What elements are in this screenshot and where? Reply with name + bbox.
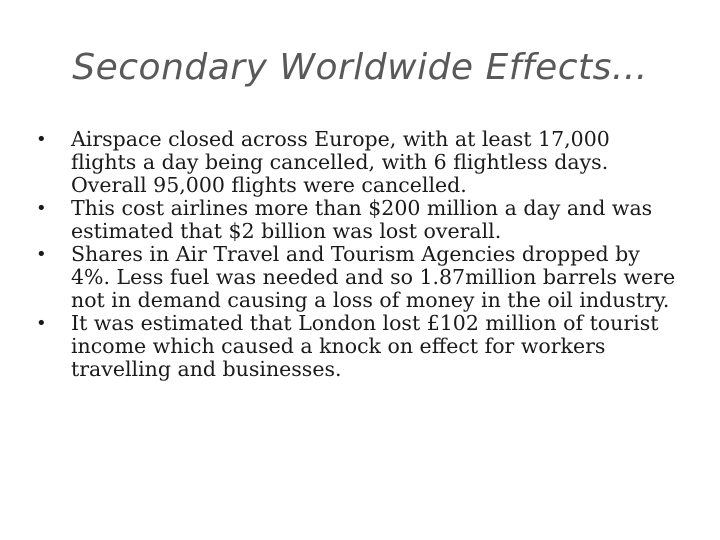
bullet-icon: • <box>36 129 47 150</box>
bullet-item <box>36 128 676 197</box>
bullet-item <box>36 197 676 243</box>
bullet-item <box>36 243 676 312</box>
bullet-list <box>36 128 676 381</box>
bullet-icon: • <box>36 313 47 334</box>
slide-title: Secondary Worldwide Effects... <box>72 47 648 88</box>
bullet-icon: • <box>36 244 47 265</box>
bullet-text: It was estimated that London lost £102 million of tourist income which caused a knock on effect for workers travelling and businesses. <box>71 311 659 381</box>
bullet-text: Airspace closed across Europe, with at least 17,000 flights a day being cancelled, with 6 flightless days. Overall 95,000 flights were cancelled. <box>71 127 610 197</box>
bullet-text: Shares in Air Travel and Tourism Agencies dropped by 4%. Less fuel was needed and so 1.87million barrels were not in demand causing a loss of money in the oil industry. <box>71 242 676 312</box>
bullet-item <box>36 312 676 381</box>
bullet-icon: • <box>36 198 47 219</box>
bullet-text: This cost airlines more than $200 million a day and was estimated that $2 billion was lost overall. <box>71 196 653 243</box>
